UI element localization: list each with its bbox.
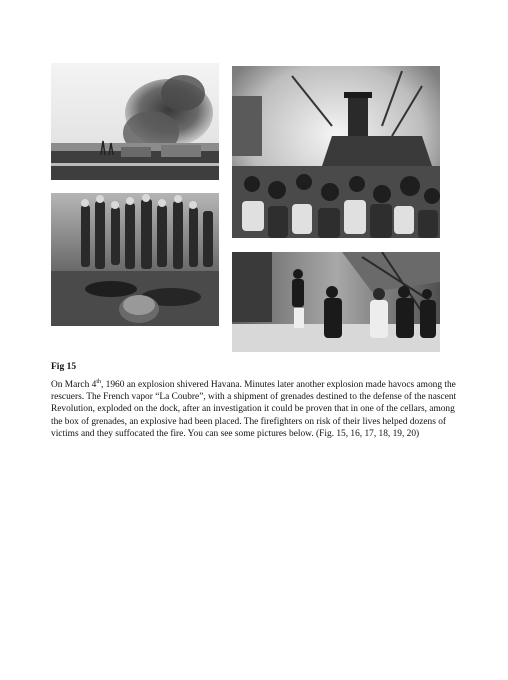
photo-rescuers-and-victims [51,193,219,326]
photo-burning-ship-crowd [232,66,440,238]
figure-caption: Fig 15 [51,362,77,372]
photo-rescuers-running [232,252,440,352]
body-paragraph [51,379,463,440]
paragraph-text-rest: , 1960 an explosion shivered Havana. Minutes later another explosion made havocs among the rescuers. The French vapor “La Coubre”, with a shipment of grenades destined to the defense of the nascent Revolution, exploded on the dock, after an investigation it could be proven that in one of the cellars, among the box of grenades, an explosive had been placed. The firefighters on risk of their lives helped dozens of victims and they suffocated the fire. You can see some pictures below. (Fig. 15, 16, 17, 18, 19, 20) [51,380,457,439]
ordinal-suffix: th [96,378,101,385]
photo-explosion-smoke-cloud [51,63,219,180]
paragraph-text-start: On March 4 [51,380,97,390]
